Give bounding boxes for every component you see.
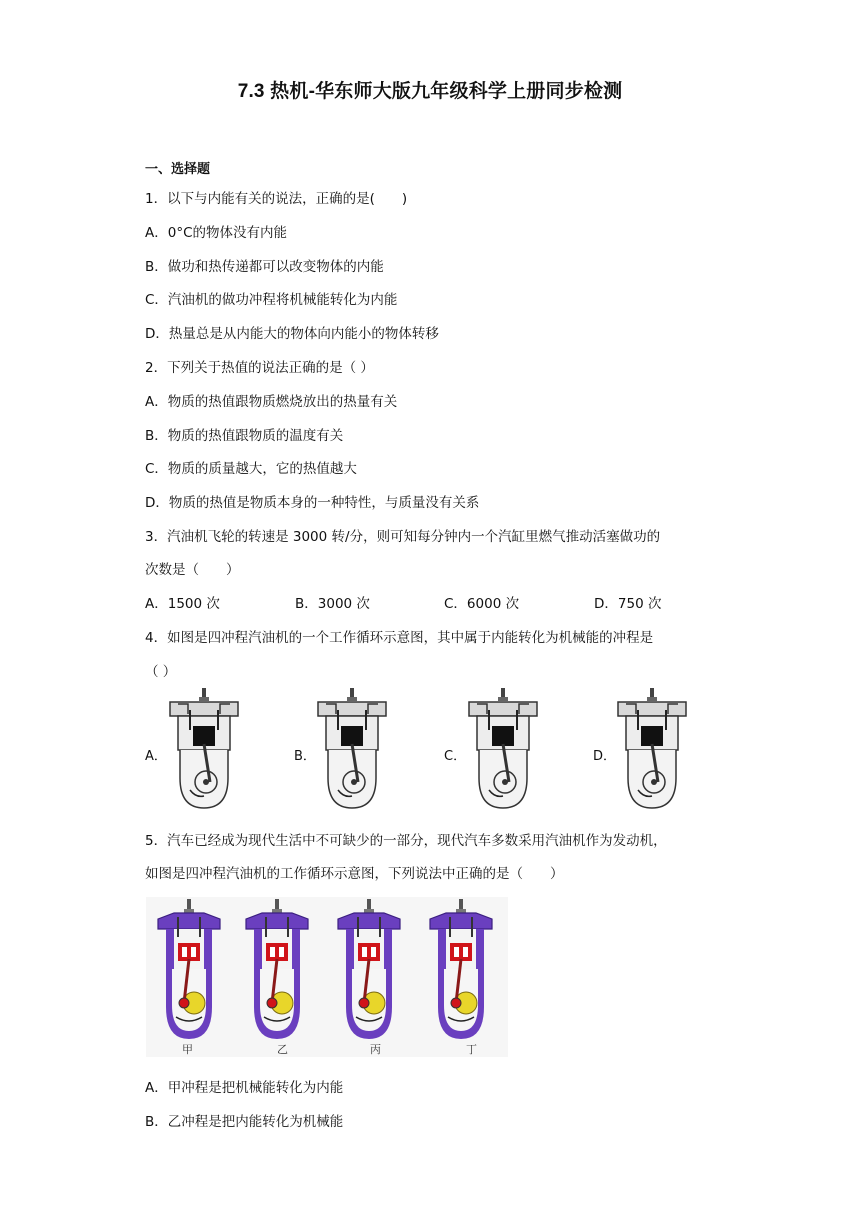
q3-options	[145, 592, 745, 612]
q1-option-c: C．汽油机的做功冲程将机械能转化为内能	[145, 292, 398, 308]
figure-label-bing: 丙	[370, 1043, 381, 1056]
q5-option-b: B．乙冲程是把内能转化为机械能	[145, 1114, 344, 1130]
q3-option-c: C．6000 次	[444, 596, 520, 612]
engine-diagram-b	[314, 686, 392, 812]
q3-option-a: A．1500 次	[145, 596, 220, 612]
engine-diagram-c	[465, 686, 543, 812]
q1-option-a: A．0°C的物体没有内能	[145, 225, 288, 241]
q3-stem-line2: 次数是（ ）	[145, 562, 240, 578]
figure-label-jia: 甲	[182, 1043, 193, 1056]
q4-figure-label-c: C．	[444, 749, 467, 764]
q4-stem-line1: 4．如图是四冲程汽油机的一个工作循环示意图，其中属于内能转化为机械能的冲程是	[145, 630, 654, 646]
q4-figure-label-b: B．	[294, 749, 316, 764]
q4-stem-line2: （ ）	[145, 664, 177, 680]
q2-option-a: A．物质的热值跟物质燃烧放出的热量有关	[145, 394, 398, 410]
q1-option-b: B．做功和热传递都可以改变物体的内能	[145, 259, 384, 275]
engine-diagram-d	[614, 686, 692, 812]
q2-option-c: C．物质的质量越大，它的热值越大	[145, 461, 357, 477]
section-heading: 一、选择题	[145, 162, 211, 177]
q3-stem-line1: 3．汽油机飞轮的转速是 3000 转/分，则可知每分钟内一个汽缸里燃气推动活塞做功的	[145, 529, 661, 545]
four-stroke-cycle-figure	[146, 897, 508, 1057]
q2-stem: 2．下列关于热值的说法正确的是（ ）	[145, 360, 374, 376]
engine-diagram-a	[166, 686, 244, 812]
q1-stem: 1．以下与内能有关的说法，正确的是( )	[145, 191, 408, 207]
figure-label-yi: 乙	[277, 1043, 288, 1056]
document-title: 7.3 热机-华东师大版九年级科学上册同步检测	[237, 81, 623, 102]
q4-figure-label-a: A．	[145, 749, 167, 764]
q5-stem-line2: 如图是四冲程汽油机的工作循环示意图，下列说法中正确的是（ ）	[145, 866, 564, 882]
q3-option-b: B．3000 次	[295, 596, 370, 612]
q3-option-d: D．750 次	[594, 596, 662, 612]
q1-option-d: D．热量总是从内能大的物体向内能小的物体转移	[145, 326, 439, 342]
figure-label-ding: 丁	[466, 1043, 477, 1056]
q5-stem-line1: 5．汽车已经成为现代生活中不可缺少的一部分，现代汽车多数采用汽油机作为发动机，	[145, 833, 667, 849]
q4-figure-label-d: D．	[593, 749, 617, 764]
q2-option-b: B．物质的热值跟物质的温度有关	[145, 428, 344, 444]
q2-option-d: D．物质的热值是物质本身的一种特性，与质量没有关系	[145, 495, 480, 511]
q5-option-a: A．甲冲程是把机械能转化为内能	[145, 1080, 344, 1096]
